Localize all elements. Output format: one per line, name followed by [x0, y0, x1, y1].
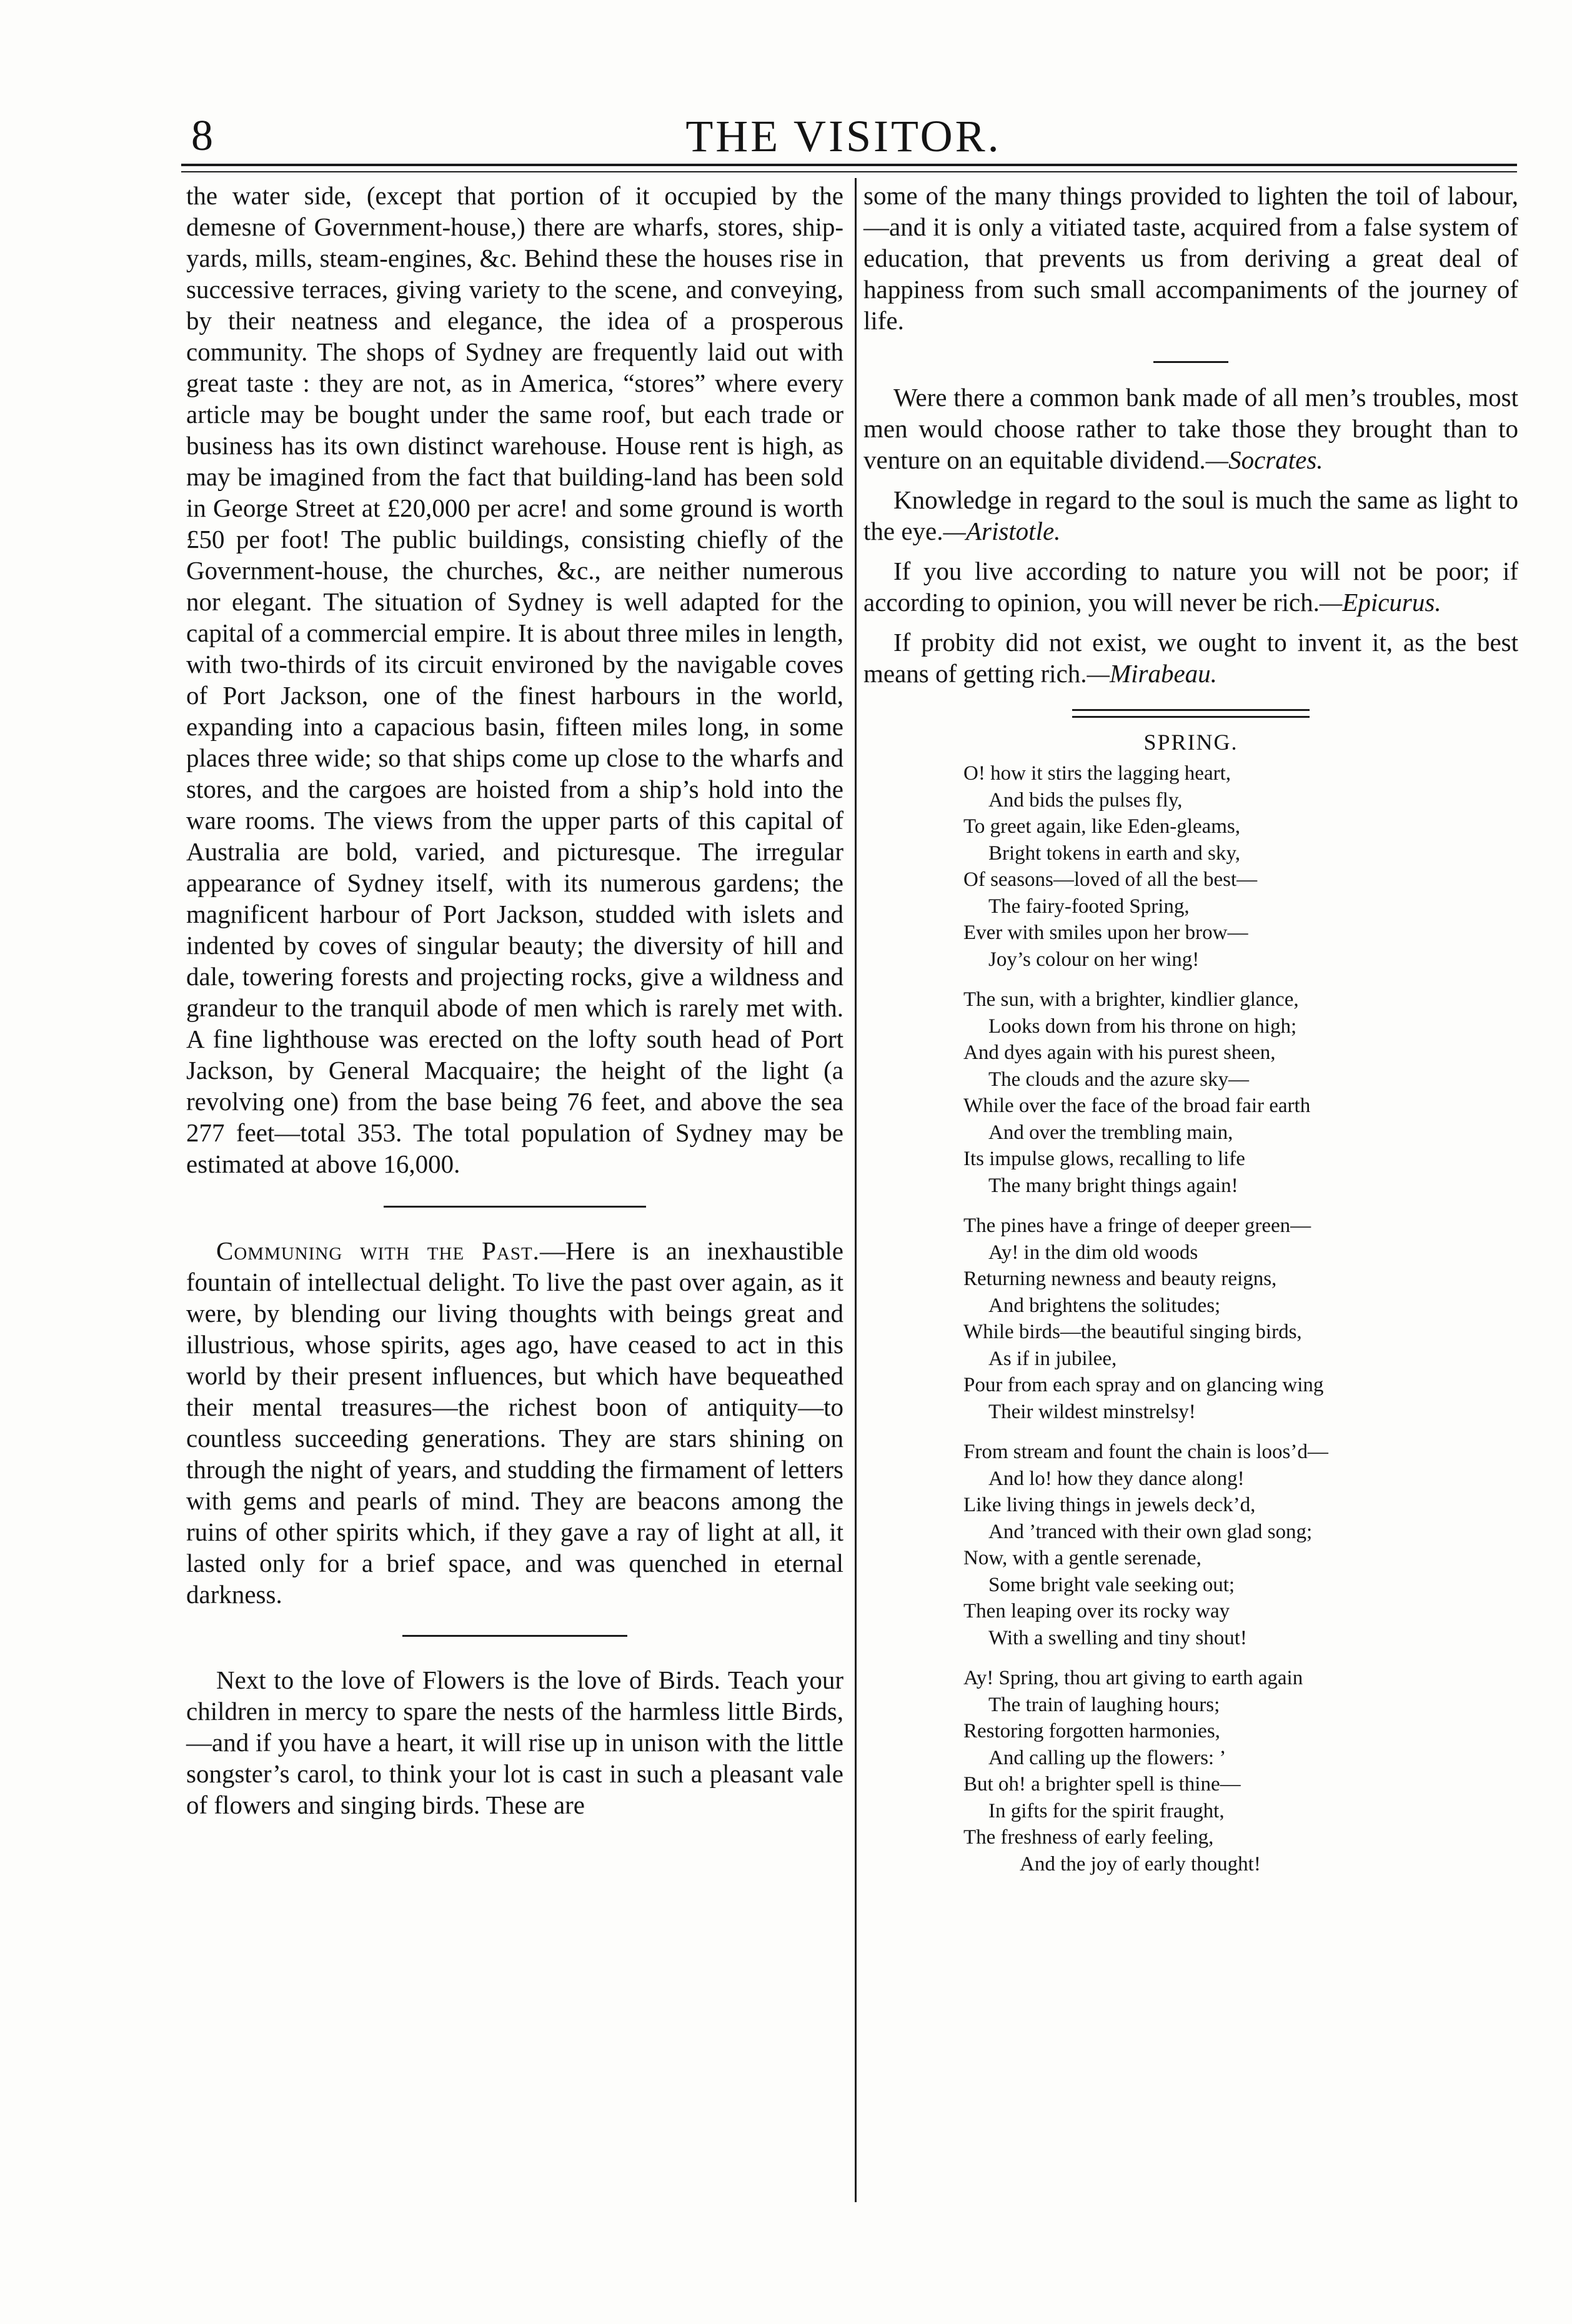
poem-line: Of seasons—loved of all the best—: [963, 868, 1258, 891]
poem-line: Ay! Spring, thou art giving to earth again: [963, 1667, 1303, 1689]
poem-line: The clouds and the azure sky—: [988, 1068, 1249, 1091]
poem-line: As if in jubilee,: [988, 1347, 1117, 1370]
poem-line: The many bright things again!: [988, 1174, 1238, 1197]
header-rule: [181, 164, 1517, 166]
poem-title: SPRING.: [1143, 730, 1238, 755]
poem-line: From stream and fount the chain is loos’d—: [963, 1441, 1328, 1463]
poem-line: Ever with smiles upon her brow—: [963, 921, 1248, 944]
poem-line: The sun, with a brighter, kindlier glance,: [963, 988, 1299, 1011]
poem-line: The pines have a fringe of deeper green—: [963, 1214, 1311, 1237]
poem-line: While over the face of the broad fair earth: [963, 1095, 1311, 1117]
section-divider: [402, 1635, 627, 1637]
poem-line: Joy’s colour on her wing!: [988, 948, 1200, 971]
quote-mirabeau: If probity did not exist, we ought to invent it, as the best means of getting rich.—Mirabeau.: [863, 628, 1518, 688]
poem-stanza: [963, 1439, 1518, 1651]
communing-heading: Communing with the Past.: [216, 1236, 540, 1265]
poem-line: Restoring forgotten harmonies,: [963, 1720, 1220, 1742]
poem-line: But oh! a brighter spell is thine—: [963, 1773, 1241, 1795]
column-divider: [855, 178, 857, 2202]
poem-line: Its impulse glows, recalling to life: [963, 1148, 1245, 1170]
article-continuation: some of the many things provided to lighten the toil of labour,—and it is only a vitiated taste, acquired from a false system of education, that prevents us from deriving a great deal of happiness from such small accompaniments of the journey of life.: [863, 181, 1518, 335]
poem-line: Bright tokens in earth and sky,: [988, 842, 1240, 865]
poem-line: And brightens the solitudes;: [988, 1294, 1221, 1317]
poem-stanza: [963, 1665, 1518, 1877]
poem-line: And dyes again with his purest sheen,: [963, 1041, 1276, 1064]
poem-line: And ’tranced with their own glad song;: [988, 1520, 1313, 1543]
poem-line: And the joy of early thought!: [1020, 1852, 1261, 1875]
poem-line: The train of laughing hours;: [988, 1693, 1220, 1716]
poem-line: Now, with a gentle serenade,: [963, 1547, 1201, 1569]
section-divider: [1153, 361, 1228, 363]
page-number: 8: [191, 112, 213, 160]
quote-socrates: Were there a common bank made of all men’s troubles, most men would choose rather to take those they brought than to venture on an equitable dividend.—Socrates.: [863, 383, 1518, 474]
section-divider: [384, 1206, 646, 1208]
right-column: [863, 180, 1518, 1877]
poem-line: To greet again, like Eden-gleams,: [963, 815, 1241, 838]
poem-line: In gifts for the spirit fraught,: [988, 1799, 1225, 1822]
poem-line: Then leaping over its rocky way: [963, 1600, 1230, 1622]
poem-stanza: [963, 1213, 1518, 1425]
article-communing: [186, 1235, 843, 1610]
quote-aristotle: Knowledge in regard to the soul is much the same as light to the eye.—Aristotle.: [863, 485, 1518, 545]
poem-line: The freshness of early feeling,: [963, 1826, 1214, 1849]
poem-line: And lo! how they dance along!: [988, 1467, 1245, 1490]
poem-line: Looks down from his throne on high;: [988, 1015, 1297, 1038]
poem-stanza: [963, 760, 1518, 973]
poem-divider: [1072, 716, 1310, 718]
poem-line: Some bright vale seeking out;: [988, 1573, 1235, 1596]
poem-line: While birds—the beautiful singing birds,: [963, 1321, 1302, 1343]
communing-body: —Here is an inexhaustible fountain of intellectual delight. To live the past over again, as it were, by blending our living thoughts with beings great and illustrious, whose spirits, ages ago, have ceased to act in this world by their present influences, but which have bequeathed their mental treasures—the richest boon of antiquity—to countless succeeding generations. They are stars shining on through the night of years, and studding the firmament of letters with gems and pearls of mind. They are beacons among the ruins of other spirits which, if they gave a ray of light at all, it lasted only for a brief space, and was quenched in eternal darkness.: [186, 1236, 843, 1609]
poem-line: And calling up the flowers: ’: [988, 1746, 1226, 1769]
poem-line: With a swelling and tiny shout!: [988, 1626, 1247, 1649]
poem-line: The fairy-footed Spring,: [988, 895, 1190, 918]
poem-line: Like living things in jewels deck’d,: [963, 1494, 1256, 1516]
article-birds: Next to the love of Flowers is the love of Birds. Teach your children in mercy to spare the nests of the harmless little Birds,—and if you have a heart, it will rise up in unison with the little songster’s carol, to think your lot is cast in such a pleasant vale of flowers and singing birds. These are: [186, 1666, 843, 1819]
publication-title: THE VISITOR.: [685, 111, 1002, 161]
poem-divider: [1072, 709, 1310, 711]
poem-line: O! how it stirs the lagging heart,: [963, 762, 1231, 785]
left-column: [186, 180, 843, 1820]
article-sydney: the water side, (except that portion of it occupied by the demesne of Government-house,) there are wharfs, stores, ship-yards, mills, steam-engines, &c. Behind these the houses rise in successive terraces, giving variety to the scene, and conveying, by their neatness and elegance, the idea of a prosperous community. The shops of Sydney are frequently laid out with great taste : they are not, as in America, “stores” where every article may be bought under the same roof, but each trade or business has its own distinct warehouse. House rent is high, as may be imagined from the fact that building-land has been sold in George Street at £20,000 per acre! and some ground is worth £50 per foot! The public buildings, consisting chiefly of the Government-house, the churches, &c., are neither numerous nor elegant. The situation of Sydney is well adapted for the capital of a commercial empire. It is about three miles in length, with two-thirds of its circuit environed by the navigable coves of Port Jackson, one of the finest harbours in the world, expanding into a capacious basin, fifteen miles long, in some places three wide; so that ships come up close to the wharfs and stores, and the cargoes are hoisted from a ship’s hold into the ware rooms. The views from the upper parts of this capital of Australia are bold, varied, and picturesque. The irregular appearance of Sydney itself, with its numerous gardens; the magnificent harbour of Port Jackson, studded with islets and indented by coves of singular beauty; the diversity of hill and dale, towering forests and projecting rocks, give a wildness and grandeur to the tranquil abode of men which is rarely met with. A fine lighthouse was erected on the lofty south head of Port Jackson, by General Macquaire; the height of the light (a revolving one) from the base being 76 feet, and above the sea 277 feet—total 353. The total population of Sydney may be estimated at above 16,000.: [186, 181, 843, 1178]
poem-line: Pour from each spray and on glancing wing: [963, 1374, 1324, 1396]
poem-line: And over the trembling main,: [988, 1121, 1233, 1144]
poem-line: And bids the pulses fly,: [988, 788, 1183, 812]
poem-line: Their wildest minstrelsy!: [988, 1400, 1196, 1423]
page-header: [169, 111, 1518, 161]
poem-stanza: [963, 986, 1518, 1199]
header-rule-thin: [181, 171, 1517, 172]
poem-line: Returning newness and beauty reigns,: [963, 1268, 1277, 1290]
quote-epicurus: If you live according to nature you will not be poor; if according to opinion, you will never be rich.—Epicurus.: [863, 557, 1518, 617]
poem-line: Ay! in the dim old woods: [988, 1241, 1198, 1264]
